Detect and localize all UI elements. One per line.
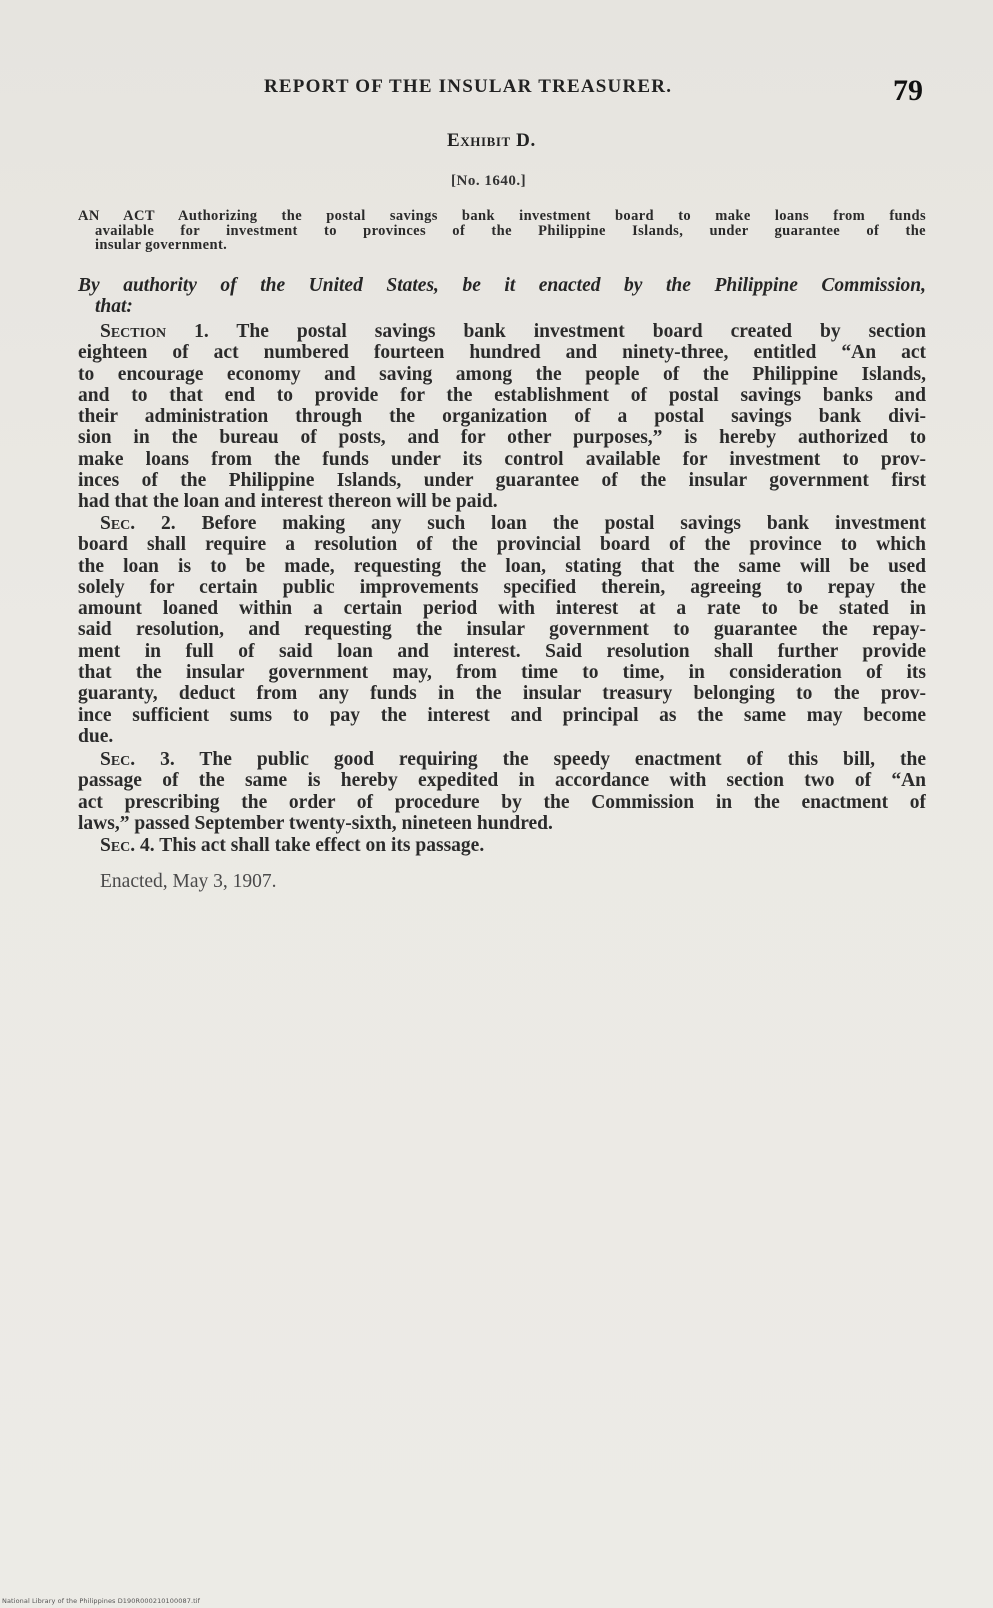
enacting-clause-line: that: bbox=[95, 296, 133, 317]
act-title-line: insular government. bbox=[95, 237, 228, 253]
section-2 bbox=[78, 513, 926, 747]
section-line: ince sufficient sums to pay the interest and principal as the same may become bbox=[78, 704, 926, 726]
section-line: solely for certain public improvements specified therein, agreeing to repay the bbox=[78, 576, 926, 598]
section-line: to encourage economy and saving among the people of the Philippine Islands, bbox=[78, 363, 926, 385]
section-line: guaranty, deduct from any funds in the insular treasury belonging to the prov- bbox=[78, 683, 926, 705]
enacted-date: Enacted, May 3, 1907. bbox=[100, 871, 277, 892]
section-label: Sec. 3. bbox=[100, 749, 175, 770]
section-line: ment in full of said loan and interest. Said resolution shall further provide bbox=[78, 640, 926, 662]
section-line: the loan is to be made, requesting the loan, stating that the same will be used bbox=[78, 555, 926, 577]
section-line: Sec. 4. This act shall take effect on its passage. bbox=[100, 835, 485, 856]
section-line: act prescribing the order of procedure by the Commission in the enactment of bbox=[78, 791, 926, 813]
section-line: Sec. 3. The public good requiring the speedy enactment of this bill, the bbox=[100, 749, 926, 770]
section-line: board shall require a resolution of the provincial board of the province to which bbox=[78, 534, 926, 556]
section-line: said resolution, and requesting the insular government to guarantee the repay- bbox=[78, 619, 926, 641]
section-line: passage of the same is hereby expedited in accordance with section two of “An bbox=[78, 770, 926, 792]
section-line: Sec. 2. Before making any such loan the postal savings bank investment bbox=[100, 513, 926, 534]
section-line: inces of the Philippine Islands, under guarantee of the insular government first bbox=[78, 470, 926, 492]
act-title bbox=[78, 209, 926, 253]
section-line: and to that end to provide for the establishment of postal savings banks and bbox=[78, 384, 926, 406]
scan-footer: National Library of the Philippines D190R000210100087.tif bbox=[2, 1597, 201, 1605]
section-4 bbox=[78, 835, 926, 856]
section-line: that the insular government may, from time to time, in consideration of its bbox=[78, 662, 926, 684]
section-line: laws,” passed September twenty-sixth, nineteen hundred. bbox=[78, 812, 553, 834]
enacting-clause bbox=[78, 275, 926, 317]
section-label: Section 1. bbox=[100, 321, 209, 342]
section-3 bbox=[78, 749, 926, 834]
section-line: sion in the bureau of posts, and for other purposes,” is hereby authorized to bbox=[78, 427, 926, 449]
section-line: amount loaned within a certain period with interest at a rate to be stated in bbox=[78, 598, 926, 620]
section-label: Sec. 2. bbox=[100, 513, 176, 534]
section-label: Sec. 4. bbox=[100, 835, 155, 856]
section-line: had that the loan and interest thereon will be paid. bbox=[78, 491, 498, 513]
enacting-clause-line: By authority of the United States, be it enacted by the Philippine Commission, bbox=[78, 275, 926, 296]
section-1 bbox=[78, 321, 926, 513]
act-number: [No. 1640.] bbox=[451, 173, 527, 189]
act-title-line: available for investment to provinces of the Philippine Islands, under guarantee of the bbox=[95, 222, 926, 239]
exhibit-heading: Exhibit D. bbox=[447, 130, 536, 151]
section-line: Section 1. The postal savings bank investment board created by section bbox=[100, 321, 926, 342]
running-head: REPORT OF THE INSULAR TREASURER. bbox=[264, 76, 673, 97]
section-line: eighteen of act numbered fourteen hundred and ninety-three, entitled “An act bbox=[78, 342, 926, 364]
section-line: their administration through the organization of a postal savings bank divi- bbox=[78, 406, 926, 428]
act-title-line: AN ACT Authorizing the postal savings bank investment board to make loans from funds bbox=[78, 208, 926, 224]
page-number: 79 bbox=[893, 74, 923, 107]
section-line: make loans from the funds under its control available for investment to prov- bbox=[78, 448, 926, 470]
section-line: due. bbox=[78, 725, 114, 747]
